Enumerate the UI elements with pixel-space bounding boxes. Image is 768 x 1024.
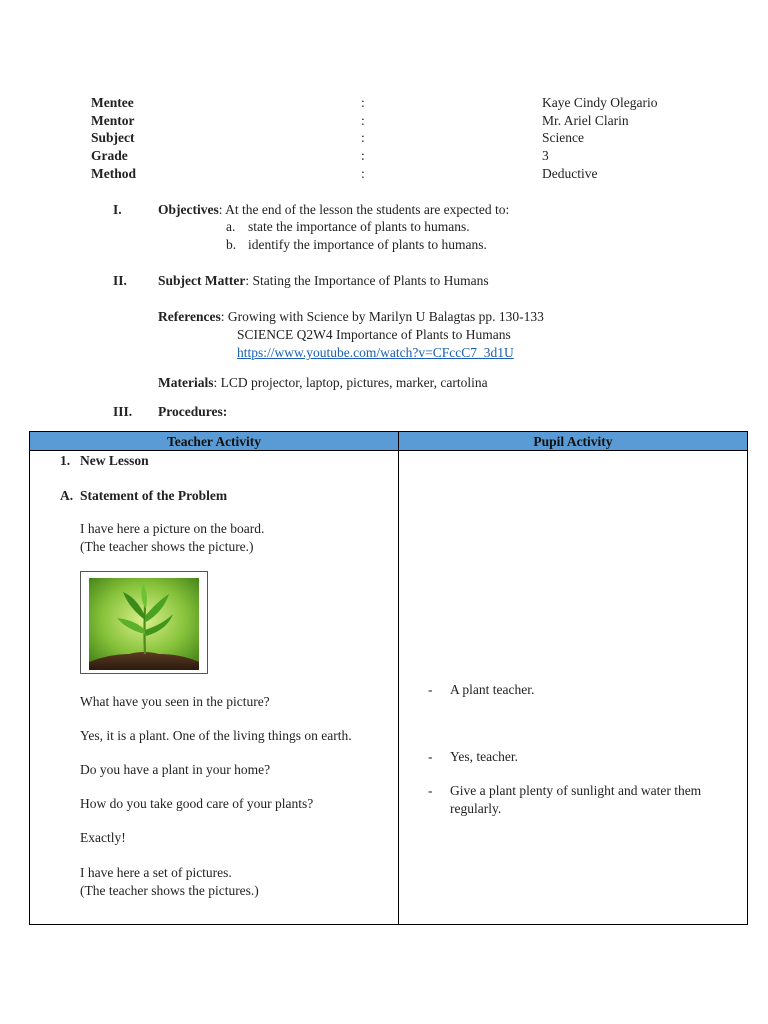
pupil-answer: Yes, teacher.	[450, 749, 518, 764]
colon: :	[361, 113, 365, 128]
subject-value: Science	[542, 130, 584, 145]
grade-value: 3	[542, 148, 549, 163]
pupil-answer: Give a plant plenty of sunlight and water them	[450, 783, 702, 798]
objectives-text: : At the end of the lesson the students are expected to:	[218, 202, 510, 217]
teacher-line: Do you have a plant in your home?	[80, 762, 271, 777]
bullet-dash: -	[428, 682, 433, 697]
objective-item: identify the importance of plants to humans.	[248, 237, 487, 252]
subject-matter-line	[158, 272, 489, 290]
pupil-answer: A plant teacher.	[450, 682, 535, 697]
youtube-link[interactable]: https://www.youtube.com/watch?v=CFccC7_3d1U	[237, 345, 514, 360]
subject-label: Subject	[91, 130, 135, 145]
section-numeral: III.	[113, 404, 133, 419]
method-label: Method	[91, 166, 136, 181]
subject-matter-label: Subject Matter	[158, 273, 246, 288]
teacher-line: How do you take good care of your plants?	[80, 796, 314, 811]
statement-heading: Statement of the Problem	[80, 488, 228, 503]
colon: :	[361, 148, 365, 163]
grade-label: Grade	[91, 148, 128, 163]
procedures-table	[29, 431, 748, 925]
teacher-line: (The teacher shows the pictures.)	[80, 883, 259, 898]
bullet-dash: -	[428, 783, 433, 798]
procedures-label: Procedures:	[158, 404, 228, 419]
seedling-image	[89, 578, 199, 670]
objective-marker: b.	[226, 237, 237, 252]
section-numeral: II.	[113, 273, 127, 288]
teacher-line: What have you seen in the picture?	[80, 694, 270, 709]
objective-marker: a.	[226, 219, 236, 234]
method-value: Deductive	[542, 166, 598, 181]
references-line-2: SCIENCE Q2W4 Importance of Plants to Humans	[237, 327, 511, 342]
new-lesson-heading: New Lesson	[80, 453, 149, 468]
mentor-label: Mentor	[91, 113, 135, 128]
colon: :	[361, 130, 365, 145]
bullet-dash: -	[428, 749, 433, 764]
objectives-label: Objectives	[158, 202, 219, 217]
materials-label: Materials	[158, 375, 214, 390]
references-text: : Growing with Science by Marilyn U Balagtas pp. 130-133	[220, 309, 544, 324]
references-label: References	[158, 309, 221, 324]
table-header	[30, 432, 747, 451]
mentee-value: Kaye Cindy Olegario	[542, 95, 658, 110]
materials-text: : LCD projector, laptop, pictures, marker, cartolina	[213, 375, 488, 390]
objectives-line	[158, 201, 509, 219]
colon: :	[361, 166, 365, 181]
plant-picture	[80, 571, 208, 674]
list-letter: A.	[60, 488, 74, 503]
teacher-activity-header: Teacher Activity	[166, 434, 262, 449]
column-divider	[398, 432, 399, 924]
pupil-activity-header: Pupil Activity	[533, 434, 613, 449]
teacher-line: I have here a set of pictures.	[80, 865, 232, 880]
references-line	[158, 308, 544, 326]
teacher-line: Yes, it is a plant. One of the living things on earth.	[80, 728, 352, 743]
teacher-line: I have here a picture on the board.	[80, 521, 265, 536]
colon: :	[361, 95, 365, 110]
mentor-value: Mr. Ariel Clarin	[542, 113, 629, 128]
objective-item: state the importance of plants to humans.	[248, 219, 470, 234]
section-numeral: I.	[113, 202, 122, 217]
teacher-line: (The teacher shows the picture.)	[80, 539, 254, 554]
mentee-label: Mentee	[91, 95, 134, 110]
subject-matter-text: : Stating the Importance of Plants to Humans	[245, 273, 489, 288]
list-number: 1.	[60, 453, 71, 468]
teacher-line: Exactly!	[80, 830, 126, 845]
materials-line	[158, 374, 488, 392]
pupil-answer-continued: regularly.	[450, 801, 502, 816]
